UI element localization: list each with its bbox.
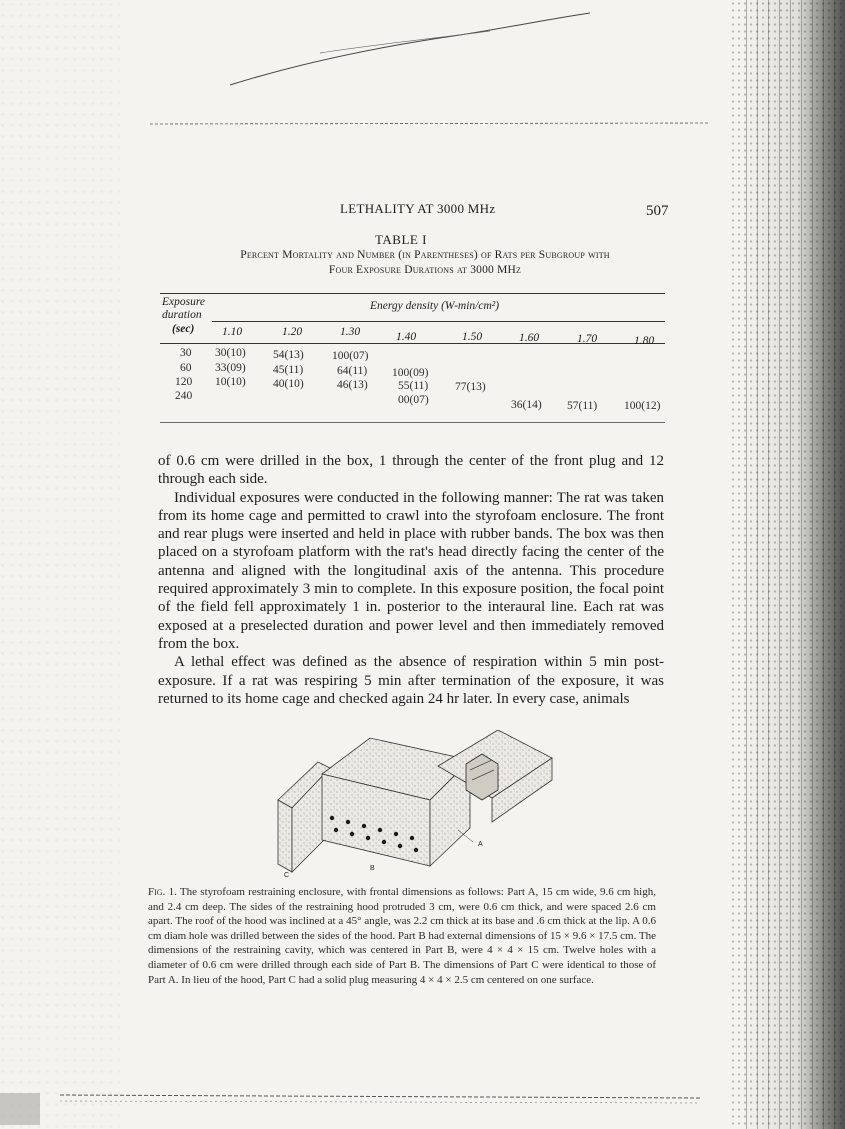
running-head: LETHALITY AT 3000 MHz <box>340 201 496 216</box>
table-caption-line-1: Percent Mortality and Number (in Parentheses) of Rats per Subgroup with <box>240 249 610 261</box>
page-number: 507 <box>646 203 669 219</box>
table-cell: 10(10) <box>215 376 246 388</box>
table-cell: 40(10) <box>273 378 304 390</box>
figure-caption <box>148 885 656 987</box>
table-title: TABLE I <box>375 232 427 247</box>
col-head-3: 1.30 <box>340 326 361 338</box>
col-head-1: 1.10 <box>222 326 243 338</box>
paragraph-exposure-procedure: Individual exposures were conducted in the following manner: The rat was taken from its home cage and permitted to crawl into the styrofoam enclosure. The front and rear plugs were inserted and held in place with rubber bands. The box was then placed on a styrofoam platform with the rat's head directly facing the center of the antenna and aligned with the longitudinal axis of the antenna. This procedure required approximately 3 min to complete. In this exposure position, the focal point of the field fell approximately 1 in. posterior to the interaural line. Each rat was exposed at a preselected duration and power level and then immediately removed from the box. <box>158 489 664 652</box>
table-cell: 55(11) <box>398 380 429 392</box>
col-head-2: 1.20 <box>282 326 303 338</box>
table-cell: 00(07) <box>398 394 429 406</box>
figure-caption-text: The styrofoam restraining enclosure, with frontal dimensions as follows: Part A, 15 cm wide, 9.6 cm high, and 2.4 cm deep. The sides of the restraining hood protruded 3 cm, were 0.6 cm thick, and were spaced 2.6 cm apart. The roof of the hood was inclined at a 45° angle, was 2.2 cm thick at its base and .6 cm thick at the lip. A 0.6 cm diam hole was drilled between the sides of the hood. Part B had external dimensions of 15 × 9.6 × 17.5 cm. The dimensions of the restraining cavity, which was centered in Part B, were 4 × 4 × 15 cm. Twelve holes with a diameter of 0.6 cm were drilled through each side of Part B. The dimensions of Part C were identical to those of Part A. In lieu of the hood, Part C had a solid plug measuring 4 × 4 × 2.5 cm centered on one surface. <box>148 886 657 986</box>
figure-label-a: A <box>478 841 483 848</box>
pencil-mark-top <box>200 5 600 95</box>
col-head-6: 1.60 <box>519 332 540 344</box>
col-head-7: 1.70 <box>577 333 598 345</box>
binding-speckle <box>730 0 845 1129</box>
col-head-8: 1.80 <box>634 335 655 347</box>
row-4-duration: 240 <box>175 390 193 402</box>
row-1-duration: 30 <box>180 347 192 359</box>
figure-label-b: B <box>370 865 375 872</box>
figure-caption-label: Fig. 1. <box>148 886 177 898</box>
row-3-duration: 120 <box>175 376 193 388</box>
table-caption <box>180 248 670 278</box>
table-cell: 100(12) <box>624 400 661 412</box>
table-cell: 100(09) <box>392 367 429 379</box>
table-cell: 33(09) <box>215 362 246 374</box>
table-top-rule <box>160 293 665 294</box>
figure-label-c: C <box>284 872 290 878</box>
table-cell: 54(13) <box>273 349 304 361</box>
scan-rule-top <box>150 118 710 130</box>
col-head-5: 1.50 <box>462 331 483 343</box>
paragraph-lethal-effect: A lethal effect was defined as the absence of respiration within 5 min post-exposure. If a rat was respiring 5 min after termination of the exposure, it was returned to its home cage and checked again 24 hr later. In every case, animals <box>158 654 664 707</box>
spanner-rule <box>212 321 665 322</box>
energy-density-spanner: Energy density (W-min/cm²) <box>370 300 500 312</box>
table-cell: 57(11) <box>567 400 598 412</box>
scan-noise-left <box>0 0 120 1129</box>
body-text <box>158 452 664 708</box>
col-head-4: 1.40 <box>396 331 417 343</box>
table-cell: 100(07) <box>332 350 369 362</box>
table-bottom-rule <box>160 422 665 423</box>
table-cell: 30(10) <box>215 347 246 359</box>
row-2-duration: 60 <box>180 362 192 374</box>
table-cell: 46(13) <box>337 379 368 391</box>
paragraph-continuation: of 0.6 cm were drilled in the box, 1 through the center of the front plug and 12 through each side. <box>158 453 664 488</box>
stub-head-line-2: duration <box>162 309 202 321</box>
stub-head-line-1: Exposure <box>162 296 206 308</box>
table-caption-line-2: Four Exposure Durations at 3000 MHz <box>328 264 522 276</box>
styrofoam-enclosure-illustration <box>270 730 590 878</box>
table-cell: 36(14) <box>511 399 542 411</box>
scan-rule-bottom <box>0 1085 845 1125</box>
table-cell: 45(11) <box>273 364 304 376</box>
table-cell: 77(13) <box>455 381 486 393</box>
stub-head-line-3: (sec) <box>172 323 195 335</box>
table-cell: 64(11) <box>337 365 368 377</box>
